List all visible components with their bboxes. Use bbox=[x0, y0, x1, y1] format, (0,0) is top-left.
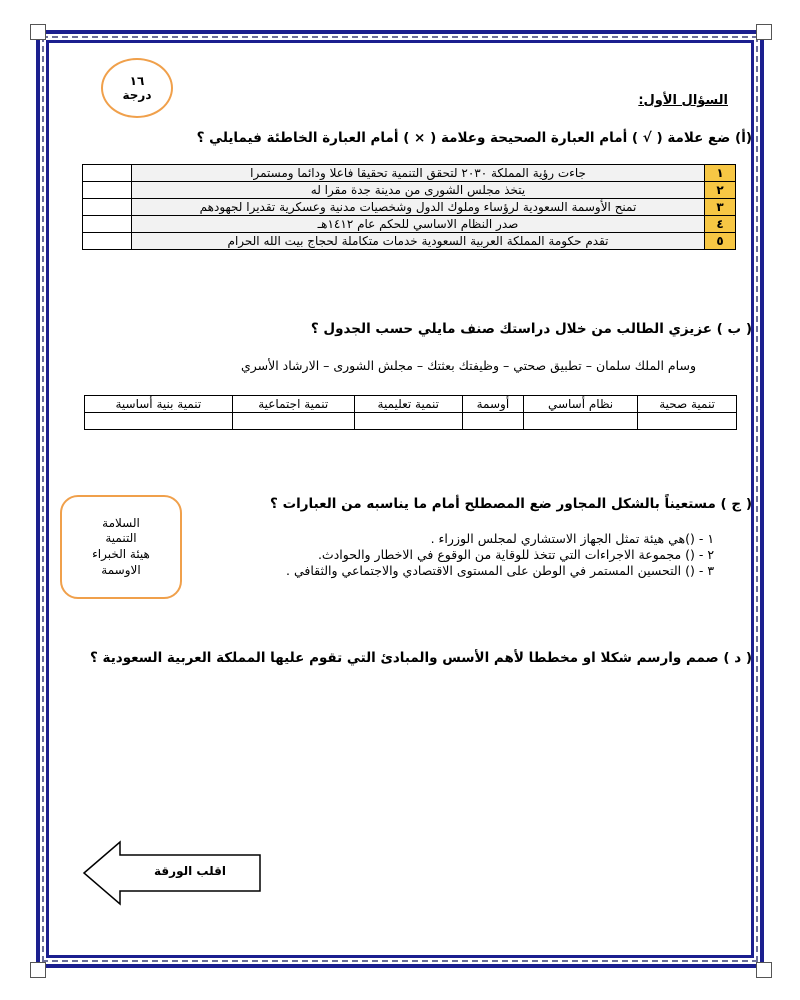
answer-cell[interactable] bbox=[83, 199, 132, 216]
answer-blank[interactable]: ١ - ( bbox=[690, 531, 715, 546]
question-a: (أ) ضع علامة ( √ ) أمام العبارة الصحيحة وعلامة ( × ) أمام العبارة الخاطئة فيمايلي ؟ bbox=[196, 130, 752, 146]
statement-text: تقدم حكومة المملكة العربية السعودية خدمات متكاملة لحجاج بيت الله الحرام bbox=[132, 233, 705, 250]
word-list: وسام الملك سلمان – تطبيق صحتي – وظيفتك بعثتك – مجلش الشورى – الارشاد الأسري bbox=[240, 358, 696, 373]
statement-number: ٤ bbox=[705, 216, 736, 233]
statement-row bbox=[83, 199, 736, 216]
matching-item-3 bbox=[286, 563, 740, 578]
term-item: هيئة الخبراء bbox=[92, 547, 150, 561]
question-d: ( د ) صمم وارسم شكلا او مخططا لأهم الأسس والمبادئ التي تقوم عليها المملكة العربية السعودية ؟ bbox=[89, 650, 752, 666]
statement-text: يتخذ مجلس الشورى من مدينة جدة مقرا له bbox=[132, 182, 705, 199]
classification-answer-row bbox=[85, 413, 737, 430]
statement-row bbox=[83, 216, 736, 233]
question-c: ( ج ) مستعيناً بالشكل المجاور ضع المصطلح أمام ما يناسبه من العبارات ؟ bbox=[270, 496, 752, 512]
classification-answer-cell[interactable] bbox=[638, 413, 737, 430]
term-item: السلامة bbox=[102, 515, 140, 530]
statement-text: تمنح الأوسمة السعودية لرؤساء وملوك الدول وشخصيات مدنية وعسكرية تقديرا لجهودهم bbox=[132, 199, 705, 216]
statement-row bbox=[83, 233, 736, 250]
classification-header: تنمية صحية bbox=[638, 396, 737, 413]
answer-cell[interactable] bbox=[83, 182, 132, 199]
frame-corner-bottom-right bbox=[756, 962, 772, 978]
true-false-table bbox=[82, 164, 736, 250]
answer-blank[interactable]: ٣ - ( bbox=[690, 563, 715, 578]
statement-number: ٥ bbox=[705, 233, 736, 250]
classification-answer-cell[interactable] bbox=[523, 413, 637, 430]
answer-blank[interactable]: ٢ - ( bbox=[690, 547, 715, 562]
score-value: ١٦ bbox=[129, 73, 145, 88]
turn-page-arrow[interactable] bbox=[82, 840, 262, 910]
frame-corner-bottom-left bbox=[30, 962, 46, 978]
frame-corner-top-right bbox=[756, 24, 772, 40]
statement-text: جاءت رؤية المملكة ٢٠٣٠ لتحقق التنمية تحقيقا فاعلا ودائما ومستمرا bbox=[132, 165, 705, 182]
matching-text: ) مجموعة الاجراءات التي تتخذ للوقاية من الوقوع في الاخطار والحوادث. bbox=[317, 547, 690, 562]
turn-page-label: اقلب الورقة bbox=[154, 864, 226, 878]
matching-item-1 bbox=[431, 531, 740, 546]
statement-number: ٢ bbox=[705, 182, 736, 199]
score-unit: درجة bbox=[122, 88, 152, 102]
page-title: السؤال الأول: bbox=[638, 93, 728, 108]
matching-text: ) التحسين المستمر في الوطن على المستوى الاقتصادي والاجتماعي والثقافي . bbox=[286, 563, 690, 578]
classification-answer-cell[interactable] bbox=[85, 413, 233, 430]
statement-number: ٣ bbox=[705, 199, 736, 216]
classification-header: أوسمة bbox=[462, 396, 523, 413]
matching-text: )هي هيئة تمثل الجهاز الاستشاري لمجلس الوزراء . bbox=[430, 531, 690, 546]
classification-header-row bbox=[85, 396, 737, 413]
terms-box bbox=[60, 495, 182, 599]
classification-header: تنمية بنية أساسية bbox=[85, 396, 233, 413]
statement-row bbox=[83, 165, 736, 182]
classification-answer-cell[interactable] bbox=[232, 413, 354, 430]
classification-header: تنمية تعليمية bbox=[354, 396, 462, 413]
score-circle bbox=[101, 58, 173, 118]
term-item: التنمية bbox=[105, 531, 137, 546]
classification-header: نظام أساسي bbox=[523, 396, 637, 413]
classification-answer-cell[interactable] bbox=[462, 413, 523, 430]
answer-cell[interactable] bbox=[83, 165, 132, 182]
statement-row bbox=[83, 182, 736, 199]
classification-table bbox=[84, 395, 737, 430]
term-item: الاوسمة bbox=[101, 562, 141, 577]
answer-cell[interactable] bbox=[83, 233, 132, 250]
statement-number: ١ bbox=[705, 165, 736, 182]
classification-header: تنمية اجتماعية bbox=[232, 396, 354, 413]
answer-cell[interactable] bbox=[83, 216, 132, 233]
matching-item-2 bbox=[318, 547, 740, 562]
classification-answer-cell[interactable] bbox=[354, 413, 462, 430]
frame-corner-top-left bbox=[30, 24, 46, 40]
statement-text: صدر النظام الاساسي للحكم عام ١٤١٢هـ bbox=[132, 216, 705, 233]
question-b: ( ب ) عزيزي الطالب من خلال دراستك صنف مايلي حسب الجدول ؟ bbox=[310, 321, 752, 337]
